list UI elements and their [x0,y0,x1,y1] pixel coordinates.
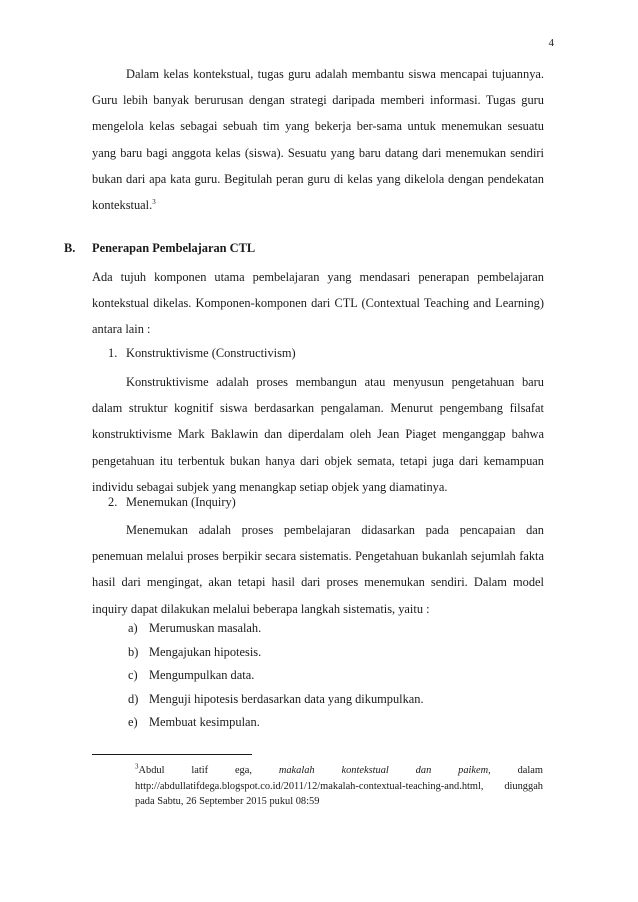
list-title: Menemukan (Inquiry) [126,495,236,509]
step-text: Mengumpulkan data. [149,668,255,682]
paragraph-components: Ada tujuh komponen utama pembelajaran yang mendasari penerapan pembelajaran kontekstual dikelas. Komponen-komponen dari CTL (Contextual Teaching and Learning) antara lain : [92,270,544,337]
list-item-1-text: Konstruktivisme adalah proses membangun atau menyusun pengetahuan baru dalam struktur kognitif siswa berdasarkan pengalaman. Menurut pengembang filsafat konstruktivisme Mark Baklawin dan diperdalam oleh Jean Piaget menganggap bahwa pengetahuan itu terbentuk bukan hanya dari objek semata, tetapi juga dari kemampuan individu sebagai subjek yang menangkap setiap objek yang diamatinya. [92,375,544,494]
footnote-source: dalam http://abdullatifdega.blogspot.co.id/2011/12/makalah-contextual-teaching-and.html, diunggah pada Sabtu, 26 September 2015 pukul 08:59 [135,765,543,807]
step-letter: e) [128,715,138,729]
footnote-reference: 3 [152,197,156,206]
list-title: Konstruktivisme (Constructivism) [126,346,296,360]
footnote-title: makalah kontekstual dan paikem, [278,765,491,776]
step-letter: b) [128,644,139,659]
footnote [135,763,543,810]
step-text: Mengajukan hipotesis. [149,644,262,659]
list-number: 2. [108,495,118,509]
step-letter: d) [128,691,139,706]
list-item [128,688,424,712]
section-title: Penerapan Pembelajaran CTL [92,241,256,255]
list-item [128,617,424,641]
list-item-2-text: Menemukan adalah proses pembelajaran didasarkan pada pencapaian dan penemuan melalui proses berpikir secara sistematis. Pengetahuan bukanlah sejumlah fakta hasil dari mengingat, akan tetapi hasil dari proses menemukan sendiri. Dalam model inquiry dapat dilakukan melalui beberapa langkah sistematis, yaitu : [92,523,544,616]
footnote-author: Abdul latif ega, [138,765,252,776]
list-number: 1. [108,346,118,360]
step-text: Membuat kesimpulan. [149,715,260,729]
step-text: Merumuskan masalah. [149,621,262,635]
page-number: 4 [548,37,554,49]
footnote-divider [92,754,252,755]
step-text: Menguji hipotesis berdasarkan data yang dikumpulkan. [149,691,424,706]
section-letter: B. [64,241,76,255]
list-item-1-heading [108,346,296,361]
step-letter: a) [128,621,138,635]
list-item-2-heading [108,495,236,510]
list-item [128,641,424,665]
section-heading [64,241,255,256]
inquiry-steps-list [128,617,424,735]
paragraph-text: Dalam kelas kontekstual, tugas guru adalah membantu siswa mencapai tujuannya. Guru lebih banyak berurusan dengan strategi daripada memberi informasi. Tugas guru mengelola kelas sebagai sebuah tim yang bekerja ber-sama untuk menemukan sesuatu yang baru bagi anggota kelas (siswa). Sesuatu yang baru datang dari menemukan sendiri bukan dari apa kata guru. Begitulah peran guru di kelas yang dikelola dengan pendekatan kontekstual. [92,67,544,213]
paragraph-contextual-class [92,61,544,218]
list-item [128,711,424,735]
list-item [128,664,424,688]
step-letter: c) [128,668,138,682]
footnote-number: 3 [135,762,139,771]
